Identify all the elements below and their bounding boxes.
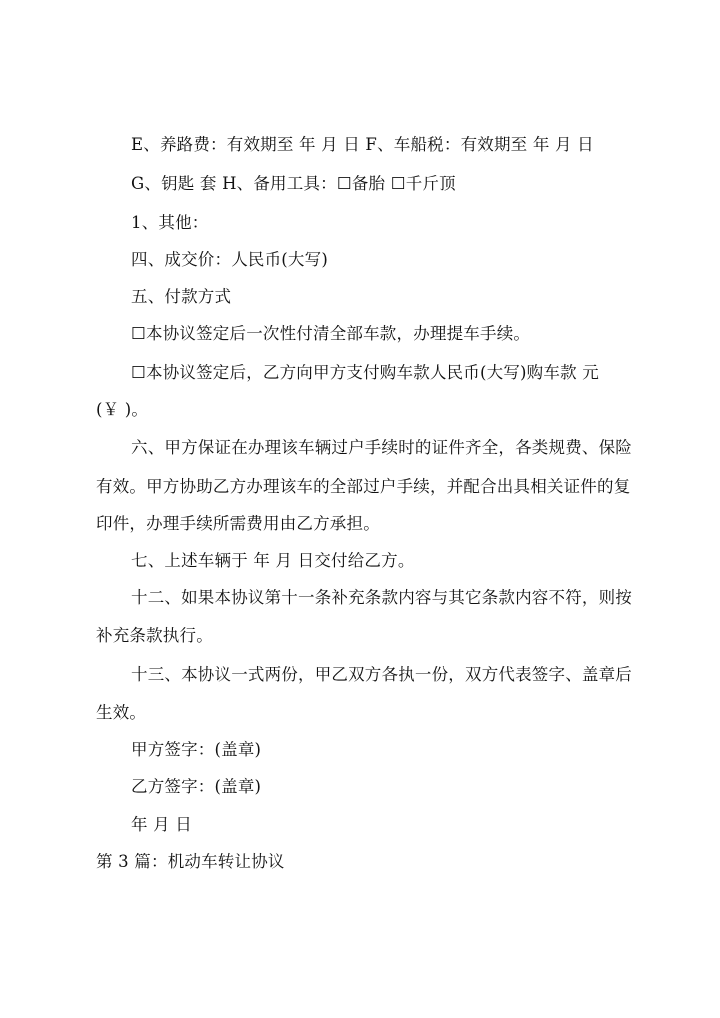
text-line-clause-6-a: 六、甲方保证在办理该车辆过户手续时的证件齐全，各类规费、保险 — [131, 438, 632, 457]
text-line-price: 四、成交价：人民币(大写) — [131, 250, 328, 269]
section-heading-part-3: 第 3 篇：机动车转让协议 — [96, 852, 285, 871]
text-line-party-a-sign: 甲方签字：(盖章) — [131, 740, 262, 759]
text-line-party-b-sign: 乙方签字：(盖章) — [131, 777, 262, 796]
text-line-payment-heading: 五、付款方式 — [131, 287, 232, 306]
text-line-payment-option-2-cont: (￥ )。 — [96, 400, 149, 419]
text-line-date: 年 月 日 — [131, 815, 192, 834]
text-line-payment-option-2: ☐本协议签定后，乙方向甲方支付购车款人民币(大写)购车款 元 — [131, 363, 599, 382]
text-line-clause-13-b: 生效。 — [96, 703, 147, 722]
text-line-clause-6-c: 印件，办理手续所需费用由乙方承担。 — [96, 514, 380, 533]
text-line-clause-12-a: 十二、如果本协议第十一条补充条款内容与其它条款内容不符，则按 — [131, 588, 632, 607]
text-line-clause-6-b: 有效。甲方协助乙方办理该车的全部过户手续，并配合出具相关证件的复 — [96, 477, 631, 496]
text-line-other: 1、其他： — [131, 213, 209, 232]
text-line-payment-option-1: ☐本协议签定后一次性付清全部车款，办理提车手续。 — [131, 324, 531, 343]
text-line-clause-12-b: 补充条款执行。 — [96, 626, 213, 645]
text-line-clause-13-a: 十三、本协议一式两份，甲乙双方各执一份，双方代表签字、盖章后 — [131, 665, 632, 684]
text-line-e-road-fee: E、养路费：有效期至 年 月 日 F、车船税：有效期至 年 月 日 — [131, 135, 594, 154]
text-line-g-keys-tools: G、钥匙 套 H、备用工具：☐备胎 ☐千斤顶 — [131, 174, 456, 193]
text-line-clause-7: 七、上述车辆于 年 月 日交付给乙方。 — [131, 551, 415, 570]
